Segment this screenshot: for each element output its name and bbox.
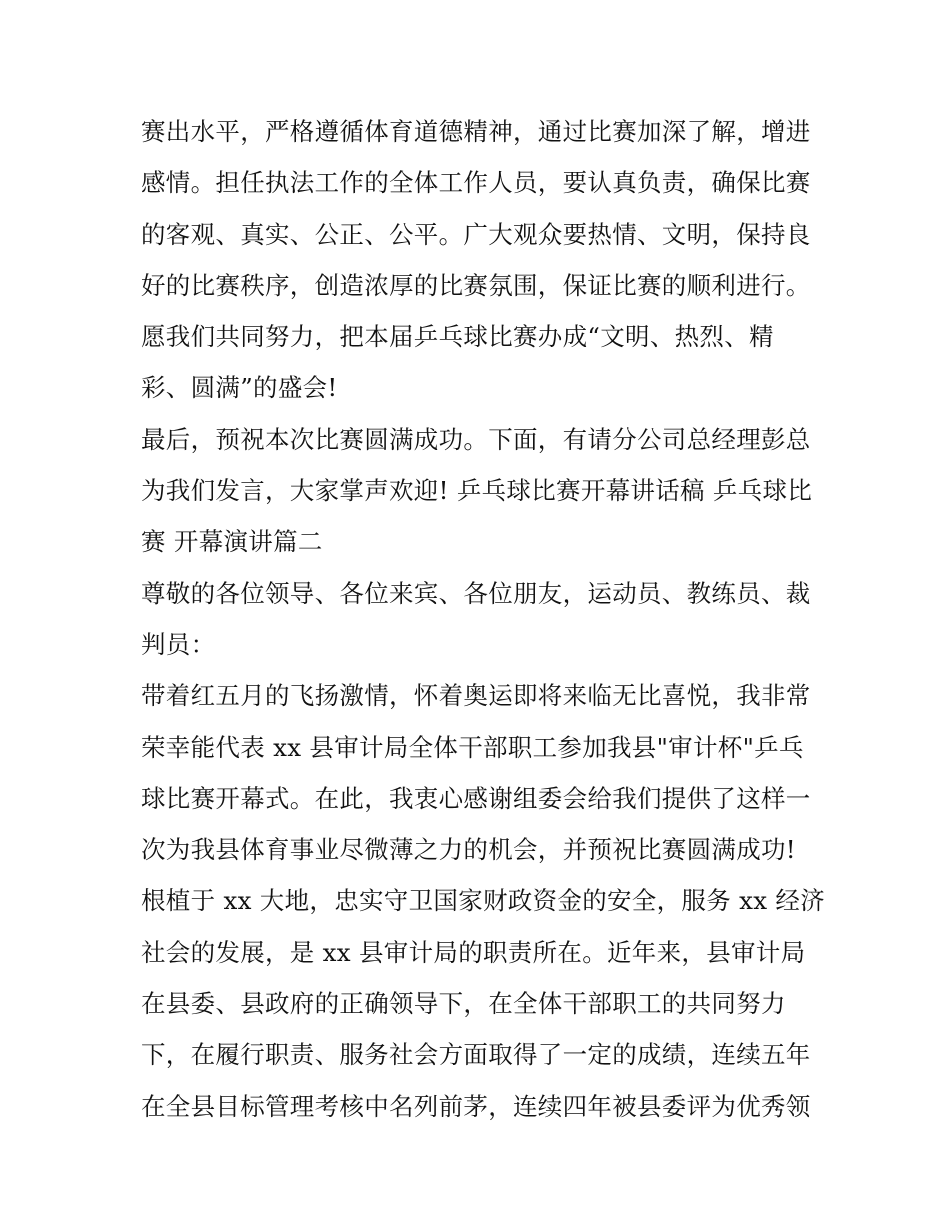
text-line: 为我们发言，大家掌声欢迎! 乒乓球比赛开幕讲话稿 乒乓球比 — [141, 476, 813, 506]
text-line: 球比赛开幕式。在此，我衷心感谢组委会给我们提供了这样一 — [141, 783, 811, 813]
text-line: 带着红五月的飞扬激情，怀着奥运即将来临无比喜悦，我非常 — [141, 681, 811, 711]
text-line: 次为我县体育事业尽微薄之力的机会，并预祝比赛圆满成功! — [141, 835, 796, 865]
document-body — [141, 106, 826, 1132]
text-line: 尊敬的各位领导、各位来宾、各位朋友，运动员、教练员、裁 — [141, 578, 811, 608]
text-line: 感情。担任执法工作的全体工作人员，要认真负责，确保比赛 — [141, 168, 811, 198]
text-line: 根植于 xx 大地，忠实守卫国家财政资金的安全，服务 xx 经济 — [141, 886, 826, 916]
text-line: 判员： — [141, 629, 216, 659]
text-line: 下，在履行职责、服务社会方面取得了一定的成绩，连续五年 — [141, 1040, 811, 1070]
text-line: 在全县目标管理考核中名列前茅，连续四年被县委评为优秀领 — [141, 1091, 811, 1121]
text-line: 愿我们共同努力，把本届乒乓球比赛办成“文明、热烈、精 — [141, 322, 774, 352]
text-line: 好的比赛秩序，创造浓厚的比赛氛围，保证比赛的顺利进行。 — [141, 270, 811, 300]
text-line: 的客观、真实、公正、公平。广大观众要热情、文明，保持良 — [141, 219, 811, 249]
text-line: 最后，预祝本次比赛圆满成功。下面，有请分公司总经理彭总 — [141, 424, 811, 454]
text-line: 彩、圆满”的盛会! — [141, 373, 338, 403]
text-line: 荣幸能代表 xx 县审计局全体干部职工参加我县"审计杯"乒乓 — [141, 732, 804, 762]
text-line: 赛出水平，严格遵循体育道德精神，通过比赛加深了解，增进 — [141, 117, 811, 146]
text-line: 社会的发展，是 xx 县审计局的职责所在。近年来，县审计局 — [141, 937, 806, 967]
text-line: 赛 开幕演讲篇二 — [141, 527, 323, 557]
text-line: 在县委、县政府的正确领导下，在全体干部职工的共同努力 — [141, 989, 786, 1019]
